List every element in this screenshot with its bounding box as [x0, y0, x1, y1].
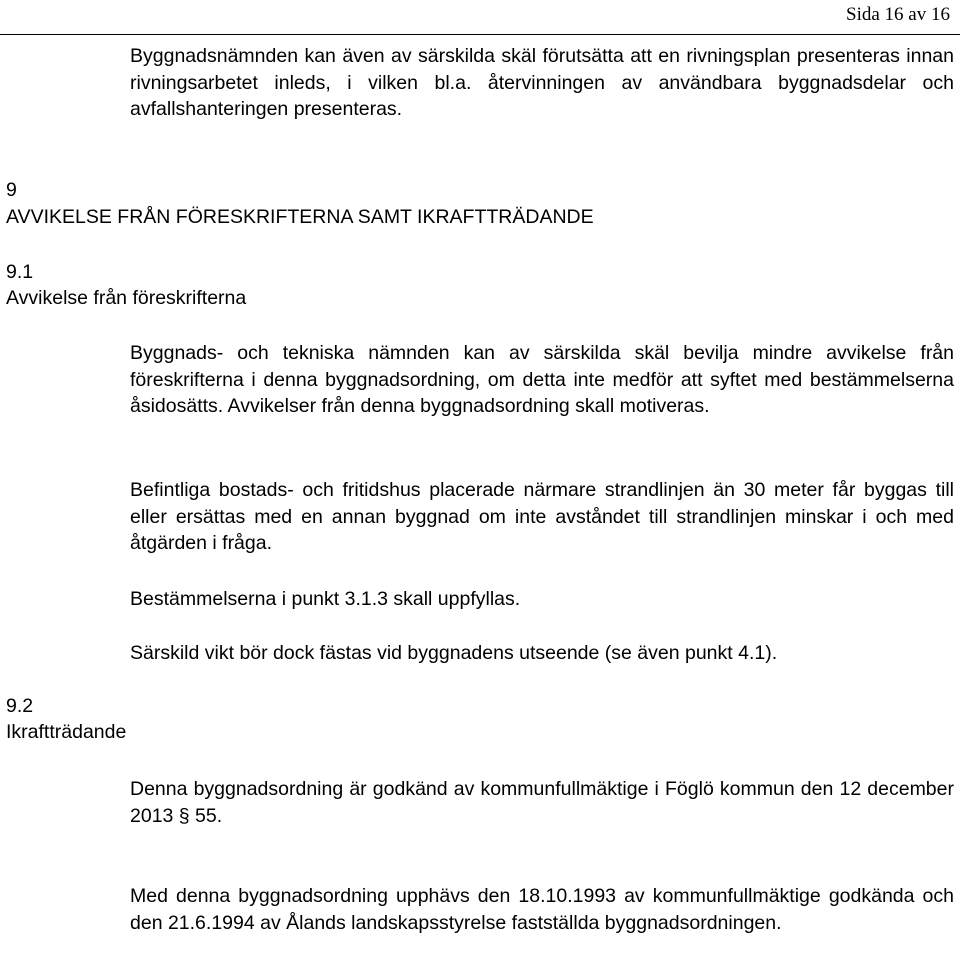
intro-paragraph: Byggnadsnämnden kan även av särskilda skäl förutsätta att en rivningsplan presenteras innan rivningsarbetet inleds, i vilken bl.a. återvinningen av användbara byggnadsdelar och avfallshanteringen presenteras.: [130, 45, 954, 120]
section-9-1-title: Avvikelse från föreskrifterna: [6, 287, 247, 309]
section-9-1-paragraph: Särskild vikt bör dock fästas vid byggnadens utseende (se även punkt 4.1).: [130, 642, 778, 664]
section-9-2-paragraph: Med denna byggnadsordning upphävs den 18.10.1993 av kommunfullmäktige godkända och den 21.6.1994 av Ålands landskapsstyrelse fastställda byggnadsordningen.: [130, 885, 954, 934]
section-9-number: 9: [6, 179, 17, 201]
section-9-1-paragraph: Befintliga bostads- och fritidshus placerade närmare strandlinjen än 30 meter får byggas till eller ersättas med en annan byggnad om inte avståndet till strandlinjen minskar i och med åtgärden i fråga.: [130, 479, 954, 554]
section-9-2-number: 9.2: [6, 695, 34, 717]
section-9-2-paragraph: Denna byggnadsordning är godkänd av kommunfullmäktige i Föglö kommun den 12 december 2013 § 55.: [130, 778, 954, 827]
section-9-1-number: 9.1: [6, 261, 34, 283]
section-9-1-paragraph: Bestämmelserna i punkt 3.1.3 skall uppfyllas.: [130, 588, 521, 610]
page-number: Sida 16 av 16: [846, 4, 950, 25]
section-9-title: AVVIKELSE FRÅN FÖRESKRIFTERNA SAMT IKRAFTTRÄDANDE: [6, 206, 594, 228]
section-9-2-title: Ikraftträdande: [6, 721, 127, 743]
header-divider: [0, 34, 960, 35]
section-9-1-paragraph: Byggnads- och tekniska nämnden kan av särskilda skäl bevilja mindre avvikelse från föreskrifterna i denna byggnadsordning, om detta inte medför att syftet med bestämmelserna åsidosätts. Avvikelser från denna byggnadsordning skall motiveras.: [130, 342, 954, 417]
